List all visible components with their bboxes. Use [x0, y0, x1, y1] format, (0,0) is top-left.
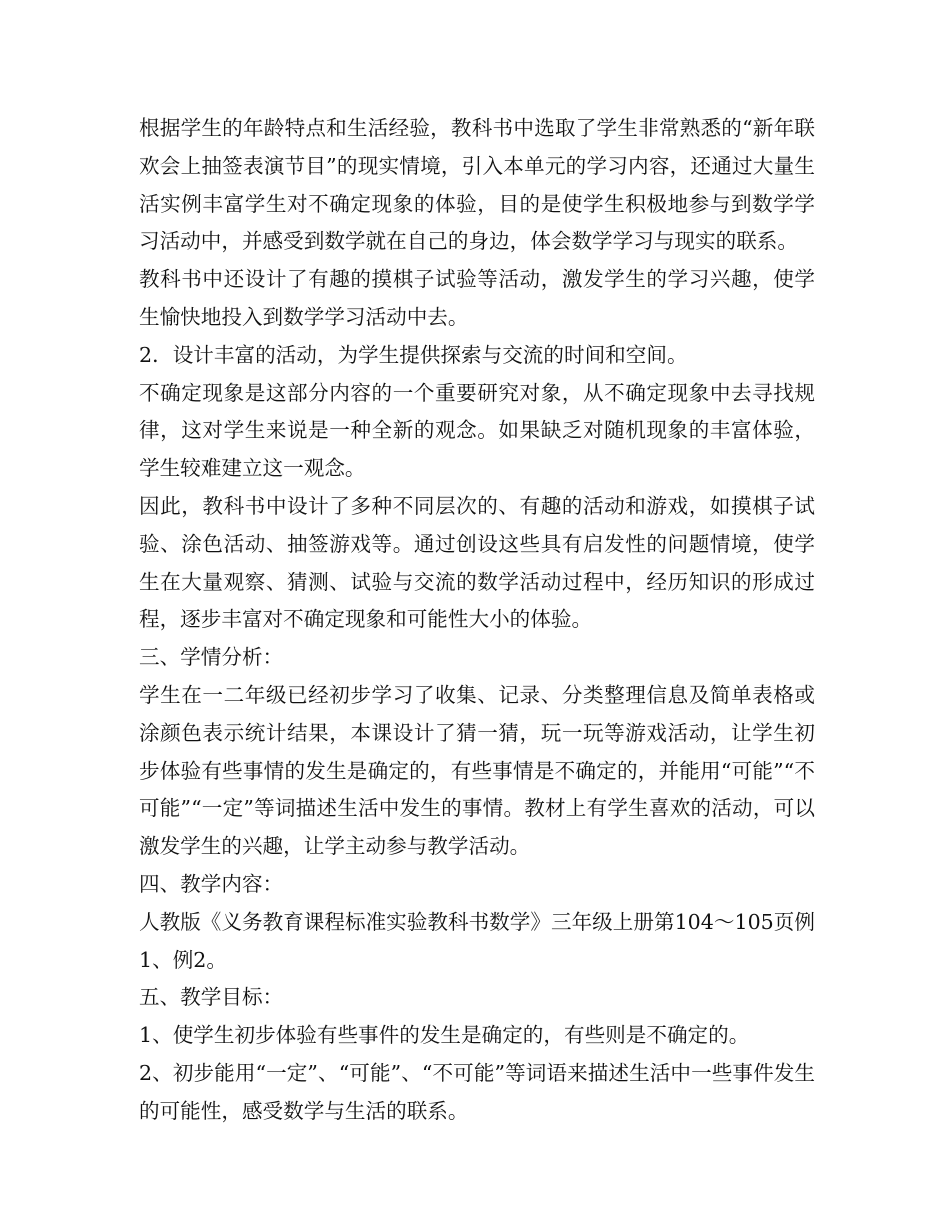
heading-teaching-content: 四、教学内容：	[139, 871, 284, 896]
paragraph-activities-games: 因此，教科书中设计了多种不同层次的、有趣的活动和游戏，如摸棋子试验、涂色活动、抽签游戏等。通过创设这些具有启发性的问题情境，使学生在大量观察、猜测、试验与交流的数学活动过程中，经历知识的形成过程，逐步丰富对不确定现象和可能性大小的体验。	[139, 493, 815, 632]
paragraph-goal-2: 2、初步能用“一定”、“可能”、“不可能”等词语来描述生活中一些事件发生的可能性，感受数学与生活的联系。	[139, 1060, 815, 1123]
heading-teaching-goals: 五、教学目标：	[139, 985, 284, 1010]
paragraph-design-point-2: 2．设计丰富的活动，为学生提供探索与交流的时间和空间。	[139, 342, 688, 367]
paragraph-learner-analysis: 学生在一二年级已经初步学习了收集、记录、分类整理信息及简单表格或涂颜色表示统计结果，本课设计了猜一猜，玩一玩等游戏活动，让学生初步体验有些事情的发生是确定的，有些事情是不确定的，并能用“可能”“不可能”“一定”等词描述生活中发生的事情。教材上有学生喜欢的活动，可以激发学生的兴趣，让学主动参与教学活动。	[139, 682, 815, 859]
paragraph-goal-1: 1、使学生初步体验有些事件的发生是确定的，有些则是不确定的。	[139, 1023, 750, 1048]
document-page	[139, 110, 815, 1131]
heading-learner-analysis: 三、学情分析：	[139, 645, 284, 670]
paragraph-teaching-content: 人教版《义务教育课程标准实验教科书数学》三年级上册第104～105页例1、例2。	[139, 909, 815, 972]
paragraph-uncertain-phenomena: 不确定现象是这部分内容的一个重要研究对象，从不确定现象中去寻找规律，这对学生来说是一种全新的观念。如果缺乏对随机现象的丰富体验，学生较难建立这一观念。	[139, 380, 815, 481]
paragraph-experiment-activities: 教科书中还设计了有趣的摸棋子试验等活动，激发学生的学习兴趣，使学生愉快地投入到数学学习活动中去。	[139, 267, 815, 329]
paragraph-textbook-context: 根据学生的年龄特点和生活经验，教科书中选取了学生非常熟悉的“新年联欢会上抽签表演节目”的现实情境，引入本单元的学习内容，还通过大量生活实例丰富学生对不确定现象的体验，目的是使学生积极地参与到数学学习活动中，并感受到数学就在自己的身边，体会数学学习与现实的联系。	[139, 116, 815, 254]
